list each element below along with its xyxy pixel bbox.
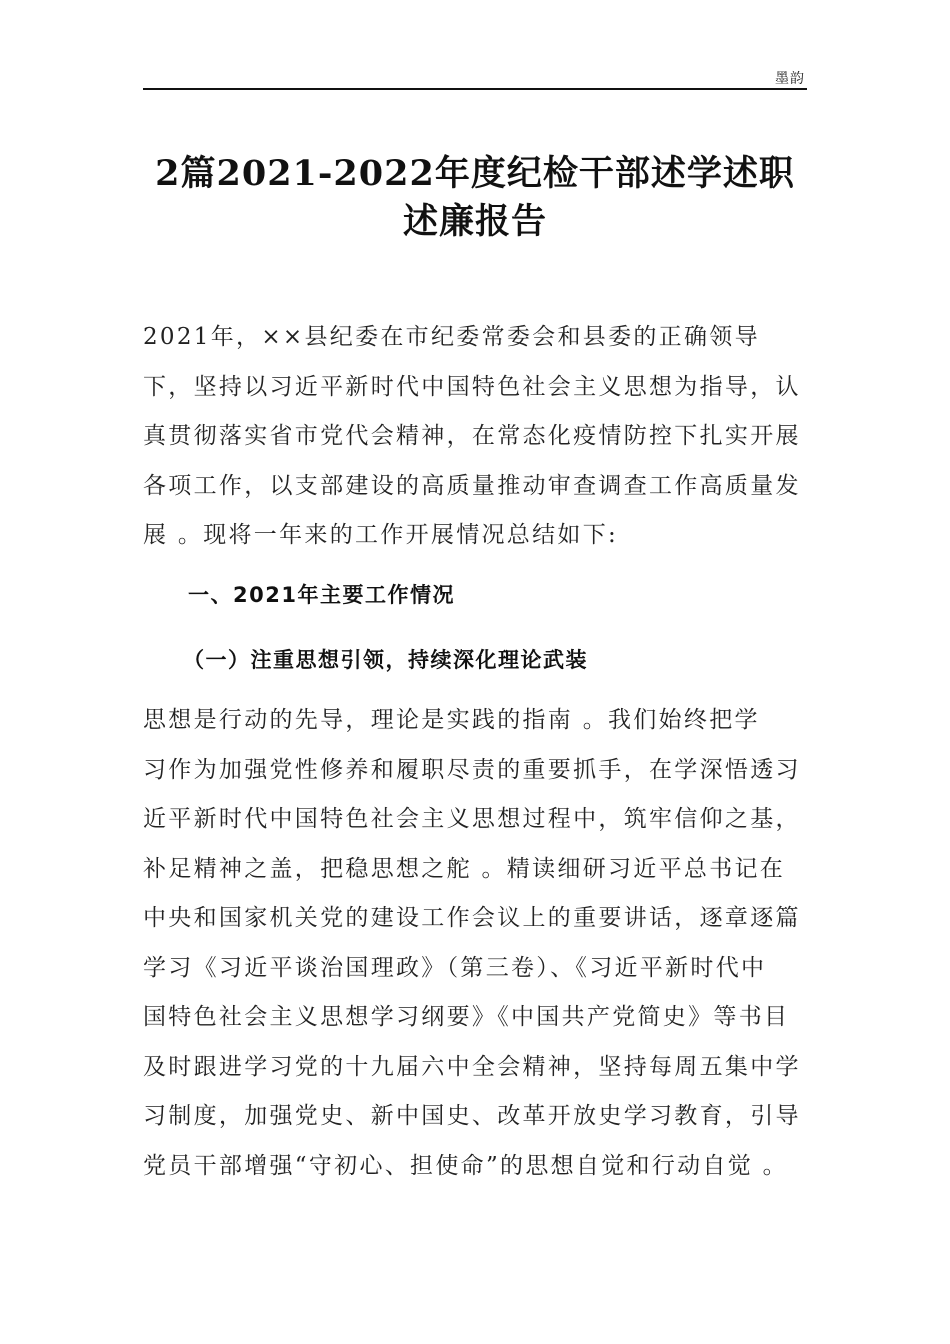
paragraph-line: 近平新时代中国特色社会主义思想过程中，筑牢信仰之基，	[143, 806, 801, 832]
paragraph-line: 各项工作，以支部建设的高质量推动审查调查工作高质量发	[143, 472, 801, 499]
paragraph-line: 补足精神之盖，把稳思想之舵 。精读细研习近平总书记在	[143, 855, 786, 882]
title-line-1: 2篇2021-2022年度纪检干部述学述职	[155, 153, 795, 194]
section-heading: 一、2021年主要工作情况	[188, 583, 455, 607]
header-divider	[143, 88, 807, 90]
paragraph-line: 思想是行动的先导，理论是实践的指南 。我们始终把学	[143, 707, 760, 733]
paragraph-line: 展 。现将一年来的工作开展情况总结如下:	[143, 522, 619, 548]
document-title	[143, 150, 807, 246]
paragraph-line: 党员干部增强“守初心、担使命”的思想自觉和行动自觉 。	[143, 1152, 788, 1179]
paragraph-line: 中央和国家机关党的建设工作会议上的重要讲话，逐章逐篇	[143, 905, 801, 931]
subsection-heading: （一）注重思想引领，持续深化理论武装	[183, 648, 588, 672]
paragraph-line: 2021年，××县纪委在市纪委常委会和县委的正确领导	[143, 324, 760, 350]
paragraph-line: 下，坚持以习近平新时代中国特色社会主义思想为指导，认	[143, 373, 801, 400]
paragraph-line: 习作为加强党性修养和履职尽责的重要抓手，在学深悟透习	[143, 756, 801, 783]
body-paragraph	[143, 696, 811, 1191]
intro-paragraph	[143, 313, 811, 561]
header-brand: 墨韵	[775, 71, 805, 87]
paragraph-line: 真贯彻落实省市党代会精神，在常态化疫情防控下扎实开展	[143, 423, 801, 449]
paragraph-line: 习制度，加强党史、新中国史、改革开放史学习教育，引导	[143, 1103, 801, 1129]
paragraph-line: 学习《习近平谈治国理政》（第三卷）、《习近平新时代中	[143, 954, 767, 981]
title-line-2: 述廉报告	[402, 201, 547, 242]
paragraph-line: 国特色社会主义思想学习纲要》《中国共产党简史》等书目	[143, 1004, 790, 1030]
paragraph-line: 及时跟进学习党的十九届六中全会精神，坚持每周五集中学	[143, 1053, 801, 1080]
